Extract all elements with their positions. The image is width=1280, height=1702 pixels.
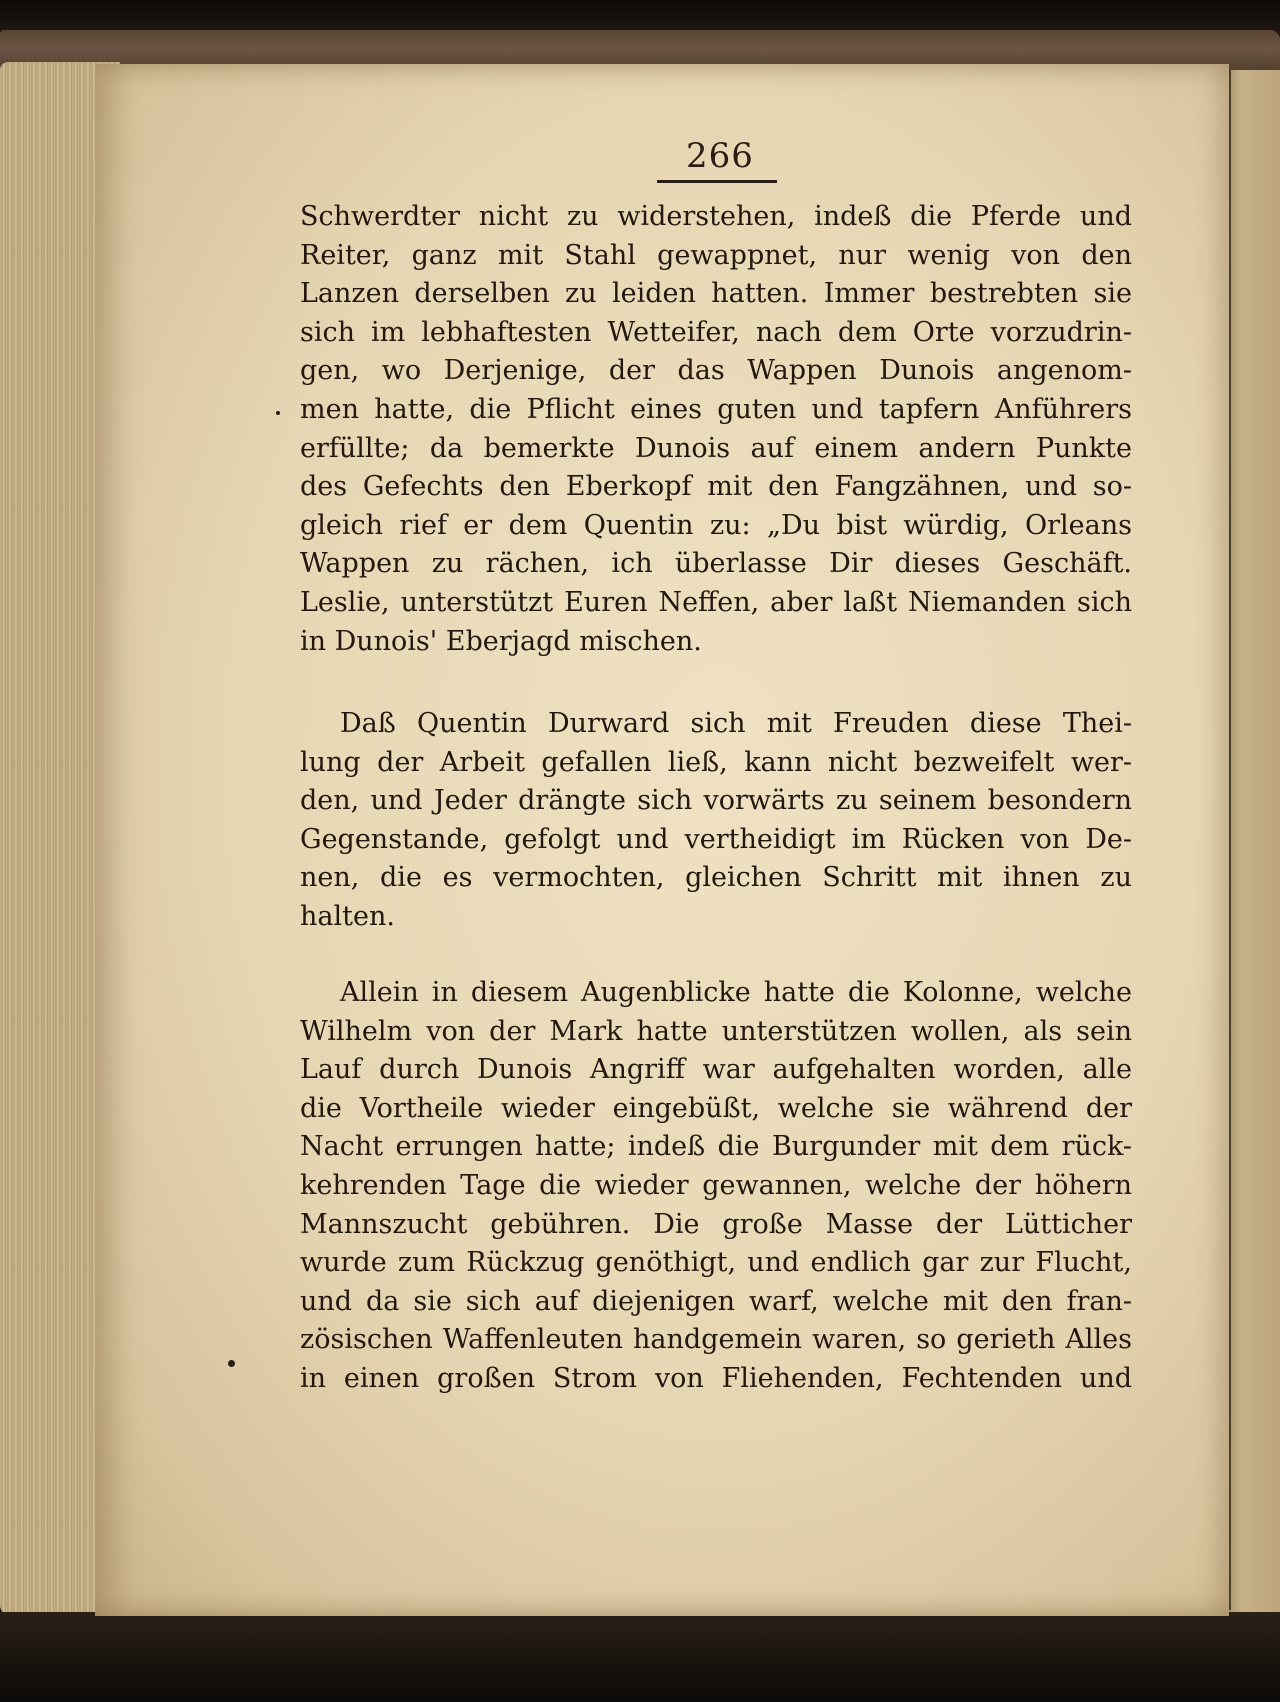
background-bottom bbox=[0, 1612, 1280, 1702]
page-number-rule bbox=[657, 180, 777, 183]
text-line: nen, die es vermochten, gleichen Schritt mit ihnen zu bbox=[300, 862, 1132, 894]
text-line: und da sie sich auf diejenigen warf, welche mit den fran- bbox=[300, 1285, 1132, 1317]
text-line: Reiter, ganz mit Stahl gewappnet, nur wenig von den bbox=[300, 239, 1132, 271]
ink-speck bbox=[276, 411, 280, 415]
text-line: gen, wo Derjenige, der das Wappen Dunois angenom- bbox=[300, 355, 1132, 387]
text-line: men hatte, die Pflicht eines guten und tapfern Anführers bbox=[300, 393, 1132, 425]
text-line: halten. bbox=[300, 900, 395, 932]
text-line: in Dunois' Eberjagd mischen. bbox=[300, 625, 702, 657]
text-line: Daß Quentin Durward sich mit Freuden diese Thei- bbox=[340, 708, 1132, 739]
text-line: erfüllte; da bemerkte Dunois auf einem andern Punkte bbox=[300, 432, 1132, 464]
text-line: des Gefechts den Eberkopf mit den Fangzähnen, und so- bbox=[300, 471, 1132, 503]
text-line: in einen großen Strom von Fliehenden, Fechtenden und bbox=[300, 1362, 1132, 1394]
text-line: den, und Jeder drängte sich vorwärts zu seinem besondern bbox=[300, 785, 1132, 817]
text-line: Schwerdter nicht zu widerstehen, indeß die Pferde und bbox=[300, 201, 1132, 232]
text-line: Leslie, unterstützt Euren Neffen, aber laßt Niemanden sich bbox=[300, 586, 1132, 618]
paragraph-1 bbox=[300, 198, 1132, 661]
text-line: Wilhelm von der Mark hatte unterstützen wollen, als sein bbox=[300, 1015, 1132, 1047]
text-line: wurde zum Rückzug genöthigt, und endlich gar zur Flucht, bbox=[300, 1247, 1132, 1279]
text-line: Wappen zu rächen, ich überlasse Dir dieses Geschäft. bbox=[300, 548, 1132, 580]
text-line: lung der Arbeit gefallen ließ, kann nicht bezweifelt wer- bbox=[300, 746, 1132, 778]
text-line: Allein in diesem Augenblicke hatte die Kolonne, welche bbox=[340, 977, 1132, 1008]
text-line: Nacht errungen hatte; indeß die Burgunder mit dem rück- bbox=[300, 1131, 1132, 1163]
text-line: Mannszucht gebühren. Die große Masse der Lütticher bbox=[300, 1208, 1132, 1240]
paragraph-2 bbox=[300, 705, 1132, 937]
text-line: zösischen Waffenleuten handgemein waren, so gerieth Alles bbox=[300, 1324, 1132, 1356]
page-number: 266 bbox=[686, 136, 754, 176]
ink-speck bbox=[228, 1360, 235, 1367]
text-line: Lanzen derselben zu leiden hatten. Immer bestrebten sie bbox=[300, 278, 1132, 310]
text-line: die Vortheile wieder eingebüßt, welche sie während der bbox=[300, 1092, 1132, 1124]
text-line: sich im lebhaftesten Wetteifer, nach dem Orte vorzudrin- bbox=[300, 316, 1132, 348]
text-line: gleich rief er dem Quentin zu: „Du bist würdig, Orleans bbox=[300, 509, 1132, 541]
adjacent-page bbox=[1226, 70, 1280, 1615]
text-line: Gegenstande, gefolgt und vertheidigt im Rücken von De- bbox=[300, 823, 1132, 855]
paragraph-3 bbox=[300, 974, 1132, 1399]
text-line: Lauf durch Dunois Angriff war aufgehalten worden, alle bbox=[300, 1054, 1132, 1086]
text-line: kehrenden Tage die wieder gewannen, welche der höhern bbox=[300, 1169, 1132, 1201]
